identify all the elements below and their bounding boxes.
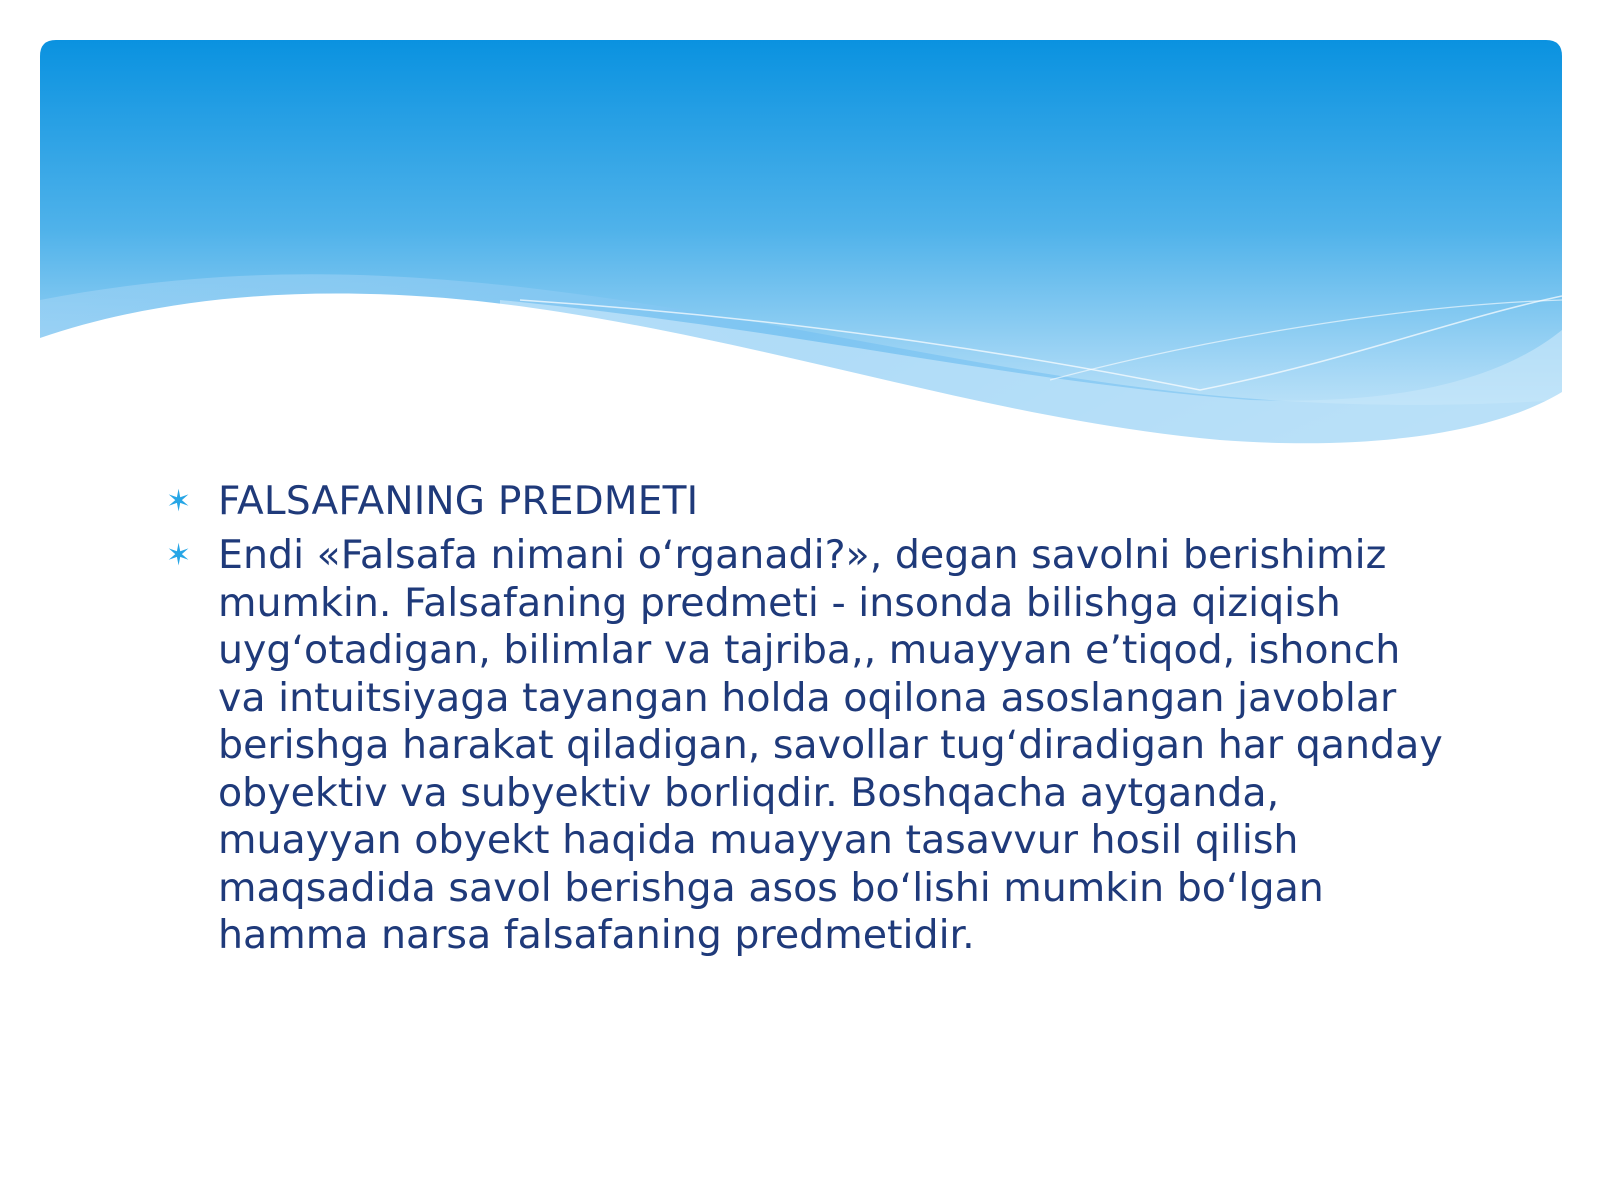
six-pointed-asterisk-icon: ✶	[166, 538, 192, 573]
bullet-item-heading	[160, 478, 1450, 526]
six-pointed-asterisk-icon: ✶	[166, 484, 192, 519]
slide-heading: FALSAFANING PREDMETI	[218, 479, 699, 524]
bullet-item-body	[160, 532, 1450, 960]
slide-body-text: Endi «Falsafa nimani oʻrganadi?», degan savolni berishimiz mumkin. Falsafaning predmeti - insonda bilishga qiziqish uygʻotadigan, bilimlar va tajriba,, muayyan eʼtiqod, ishonch va intuitsiyaga tayangan holda oqilona asoslangan javoblar berishga harakat qiladigan, savollar tugʻdiradigan har qanday obyektiv va subyektiv borliqdir. Boshqacha aytganda, muayyan obyekt haqida muayyan tasavvur hosil qilish maqsadida savol berishga asos boʻlishi mumkin boʻlgan hamma narsa falsafaning predmetidir.	[218, 532, 1443, 958]
slide-content	[160, 478, 1450, 966]
header-wave-banner	[0, 0, 1600, 460]
bullet-list	[160, 478, 1450, 960]
